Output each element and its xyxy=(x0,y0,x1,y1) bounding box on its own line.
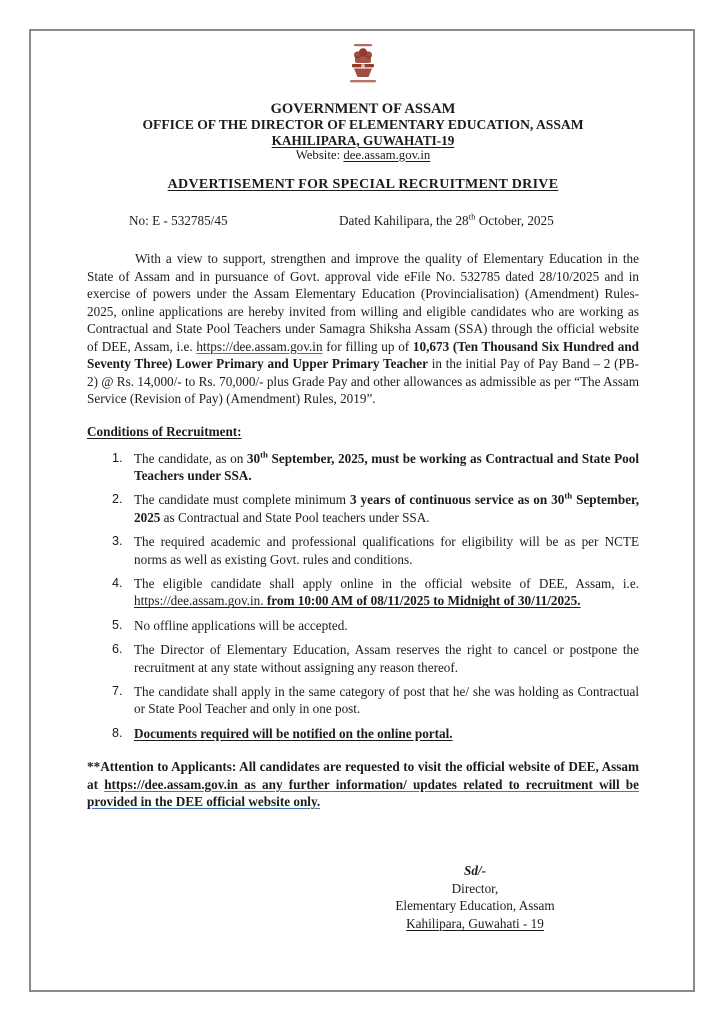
conditions-list xyxy=(87,450,639,743)
dee-apply-link[interactable]: https://dee.assam.gov.in. xyxy=(134,593,267,609)
condition-item-4 xyxy=(112,575,639,610)
item-number: 8. xyxy=(112,725,123,740)
intro-text-b: for filling up of xyxy=(322,338,413,354)
item-number: 2. xyxy=(112,492,123,507)
text-segment: The candidate must complete minimum xyxy=(134,492,350,508)
item-text: The required academic and professional qualifications for eligibility will be as per NCTE norms as well as existing Govt. rules and conditions. xyxy=(134,534,639,567)
text-segment: The eligible candidate shall apply online in the official website of DEE, Assam, i.e. xyxy=(134,575,639,591)
item-number: 7. xyxy=(112,683,123,698)
item-number: 5. xyxy=(112,617,123,632)
signatory-department: Elementary Education, Assam xyxy=(395,898,555,914)
date-ordinal-suffix: th xyxy=(468,211,476,222)
item-text xyxy=(134,491,639,526)
text-segment: 30 xyxy=(246,450,261,466)
document-page xyxy=(29,29,695,992)
application-window-text: from 10:00 AM of 08/11/2025 to Midnight of 30/11/2025. xyxy=(266,593,581,609)
condition-item-7 xyxy=(112,683,639,718)
condition-item-1 xyxy=(112,450,639,485)
dee-attention-link[interactable]: https://dee.assam.gov.in xyxy=(104,776,238,792)
date-text-tail: October, 2025 xyxy=(475,213,554,228)
reference-number: No: E - 532785/45 xyxy=(129,213,228,228)
header-address-line: KAHILIPARA, GUWAHATI-19 xyxy=(271,132,455,148)
signature-block xyxy=(335,862,615,932)
item-number: 4. xyxy=(112,575,123,590)
item-text: The Director of Elementary Education, Assam reserves the right to cancel or postpone the recruitment at any state without assigning any reason thereof. xyxy=(134,642,639,675)
website-link[interactable]: dee.assam.gov.in xyxy=(343,147,431,162)
header-website-line xyxy=(87,148,639,163)
signatory-title: Director, xyxy=(451,880,499,896)
signatory-location: Kahilipara, Guwahati - 19 xyxy=(406,915,544,931)
text-segment: September, 2025, must be working as Contractual and State Pool Teachers under SSA. xyxy=(134,450,639,483)
website-label: Website: xyxy=(295,147,344,162)
intro-text-c: in the initial Pay of Pay Band – 2 (PB-2) @ Rs. 14,000/- to Rs. 70,000/- plus Grade Pay and other allowances as admissible as per “The Assam Service (Revision of Pay) (Amendment) Rules, 2019”. xyxy=(87,356,639,406)
item-text xyxy=(134,450,639,485)
reference-line xyxy=(87,213,639,231)
condition-item-5 xyxy=(112,617,639,634)
item-text: No offline applications will be accepted. xyxy=(134,617,348,633)
page-title: ADVERTISEMENT FOR SPECIAL RECRUITMENT DRIVE xyxy=(167,177,559,192)
emblem-container xyxy=(87,43,639,98)
attention-paragraph xyxy=(87,758,639,810)
item-number: 3. xyxy=(112,534,123,549)
item-text: The candidate shall apply in the same category of post that he/ she was holding as Contractual or State Pool Teacher and only in one post. xyxy=(134,683,639,717)
vacancy-count-text: 10,673 (Ten Thousand Six Hundred and Seventy Three) Lower Primary and Upper Primary Teacher xyxy=(87,338,639,371)
item-number: 1. xyxy=(112,450,123,465)
text-segment: 3 years of continuous service as on 30 xyxy=(349,492,565,508)
condition-item-3 xyxy=(112,533,639,568)
text-segment: September, 2025 xyxy=(134,492,639,525)
item-text xyxy=(134,575,639,610)
condition-item-6 xyxy=(112,641,639,676)
ordinal-suffix: th xyxy=(260,449,268,460)
dee-website-link[interactable]: https://dee.assam.gov.in xyxy=(196,338,323,354)
header-government-line: GOVERNMENT OF ASSAM xyxy=(270,101,456,117)
text-segment: as Contractual and State Pool teachers under SSA. xyxy=(160,509,430,525)
ordinal-suffix: th xyxy=(564,490,573,501)
header-office-line: OFFICE OF THE DIRECTOR OF ELEMENTARY EDUCATION, ASSAM xyxy=(142,117,584,132)
item-text: Documents required will be notified on the online portal. xyxy=(134,725,453,741)
reference-date xyxy=(339,213,554,229)
condition-item-2 xyxy=(112,491,639,526)
intro-paragraph xyxy=(87,250,639,408)
date-text: Dated Kahilipara, the 28 xyxy=(339,213,469,228)
attention-text-b: as any further information/ updates related to recruitment will be provided in the DEE official website only. xyxy=(87,776,639,809)
intro-text-a: With a view to support, strengthen and improve the quality of Elementary Education in the State of Assam and in pursuance of Govt. approval vide eFile No. 532785 dated 28/10/2025 and in exercise of powers under the Assam Elementary Education (Provincialisation) (Amendment) Rules-2025, online applications are hereby invited from willing and eligible candidates who are working as Contractual and State Pool Teachers under Samagra Shiksha Assam (SSA) through the official website of DEE, Assam, i.e. xyxy=(87,251,639,354)
conditions-heading: Conditions of Recruitment: xyxy=(87,423,242,439)
attention-text-a: **Attention to Applicants: All candidates are requested to visit the official website of DEE, Assam at xyxy=(87,759,639,792)
condition-item-8 xyxy=(112,725,639,742)
signed-label: Sd/- xyxy=(464,863,486,879)
ashoka-state-emblem-icon xyxy=(343,43,383,93)
item-number: 6. xyxy=(112,642,123,657)
text-segment: The candidate, as on xyxy=(134,450,247,466)
